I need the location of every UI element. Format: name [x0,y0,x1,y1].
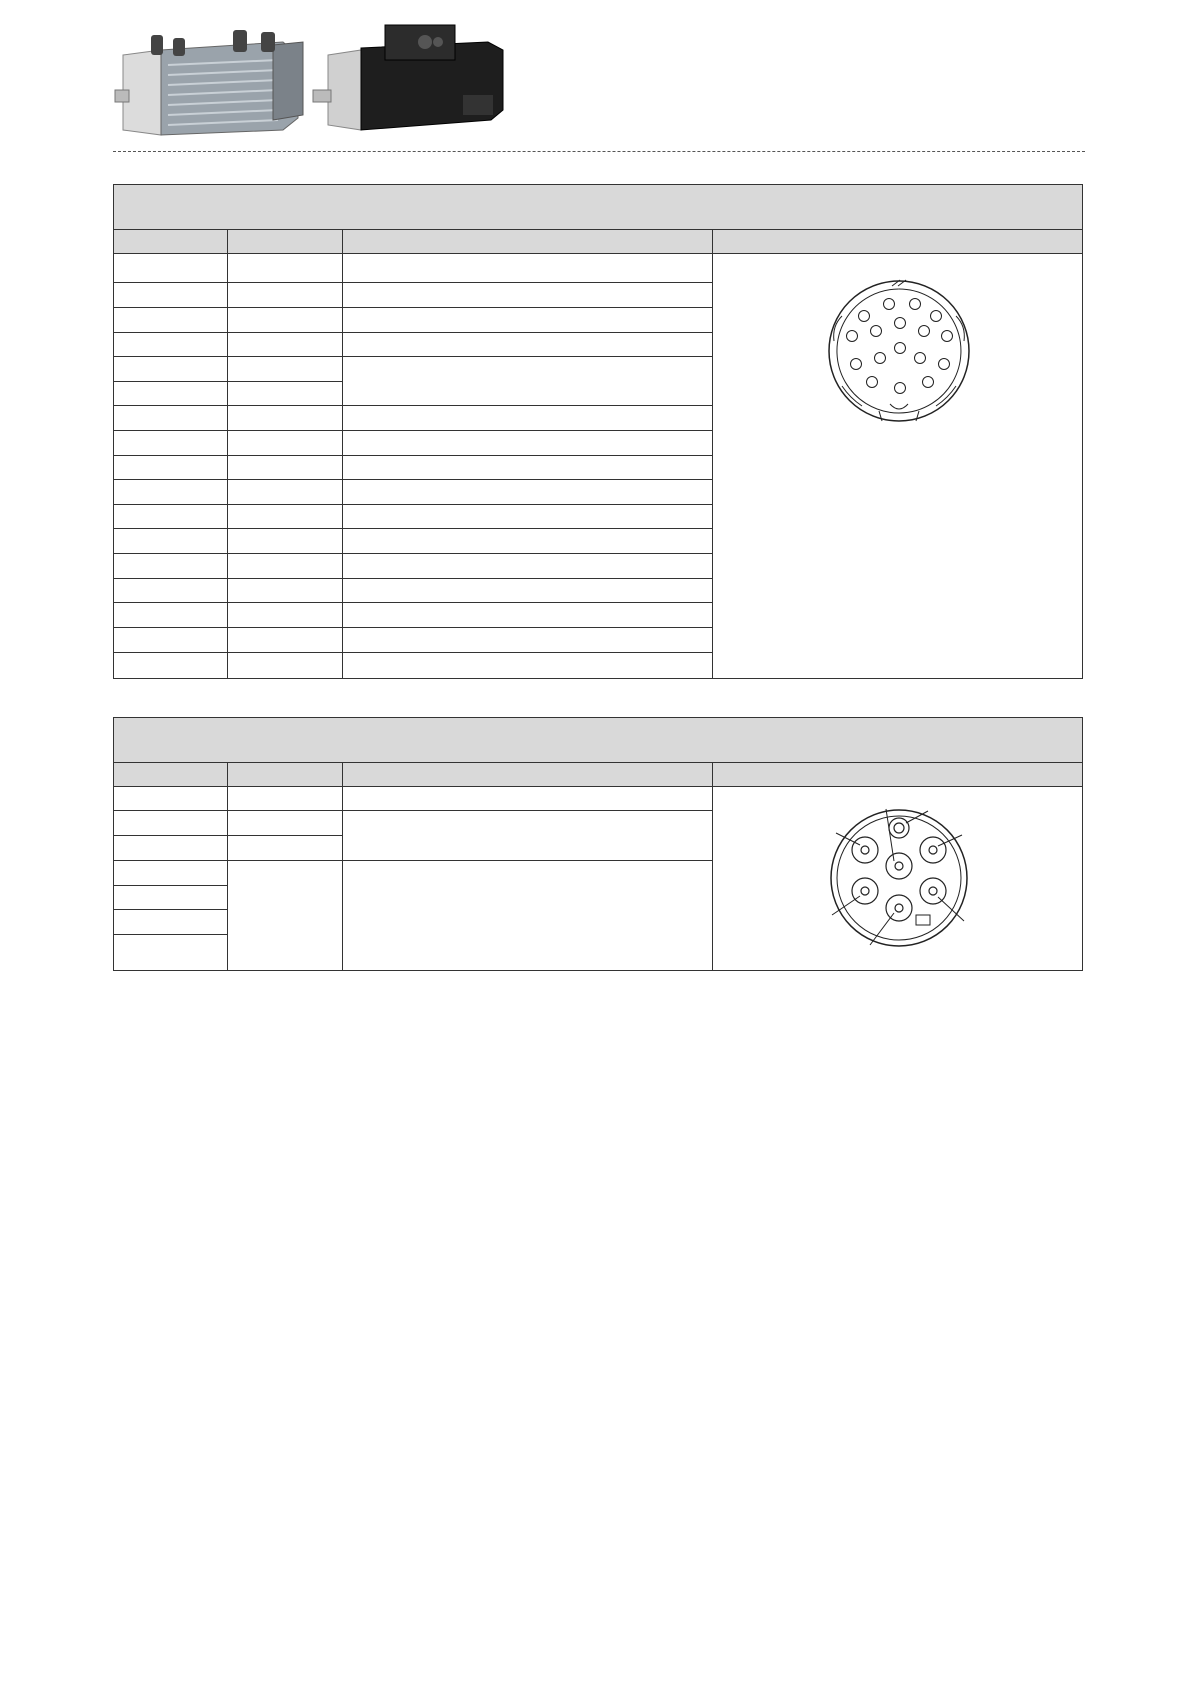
table-row [114,910,228,935]
table-cell [228,653,343,678]
table-row [114,254,228,283]
table-cell [228,554,343,579]
header-photos [113,20,553,145]
table-header-row [114,763,1082,787]
table-row [114,431,228,456]
table-row [114,505,228,529]
table-title [114,718,1082,763]
table-cell [343,406,713,431]
table-cell [343,456,713,480]
table-row [114,406,228,431]
table-row [114,456,228,480]
table-row [114,529,228,554]
table-cell [343,579,713,603]
table-cell [343,431,713,456]
connector-17pin-icon [824,276,974,426]
table-row [114,554,228,579]
table-cell [343,653,713,678]
table-header-row [114,230,1082,254]
table-cell [343,505,713,529]
table-row [114,787,228,811]
table-cell [343,357,713,406]
table-row [114,811,228,836]
table-row [114,935,228,970]
table-cell [343,787,713,811]
table-row [114,653,228,678]
table-cell [343,283,713,308]
table-cell [343,308,713,333]
table-cell [343,254,713,283]
table-cell [228,628,343,653]
table-body [114,787,1082,970]
table-row [114,357,228,382]
table-row [114,603,228,628]
table-row [114,283,228,308]
power-connector-table [113,717,1083,971]
table-cell [228,382,343,406]
table-row [114,628,228,653]
table-cell [343,554,713,579]
table-cell [343,333,713,357]
table-cell [343,861,713,970]
table-title [114,185,1082,230]
table-cell [228,480,343,505]
table-cell [343,811,713,861]
table-row [114,308,228,333]
table-row [114,333,228,357]
table-cell [343,529,713,554]
section-divider [113,151,1085,152]
table-cell [228,431,343,456]
table-row [114,836,228,861]
table-cell [343,628,713,653]
table-cell [228,505,343,529]
connector-power-icon [824,803,974,953]
table-cell [228,283,343,308]
table-cell [343,603,713,628]
table-row [114,861,228,886]
table-cell [228,333,343,357]
table-cell [228,861,343,970]
signal-connector-table [113,184,1083,679]
table-cell [228,579,343,603]
motor-photo-black [313,25,503,130]
table-cell [228,308,343,333]
motor-photo-aluminum [115,30,303,135]
table-cell [228,406,343,431]
table-cell [228,603,343,628]
table-cell [343,480,713,505]
table-cell [228,811,343,836]
table-row [114,886,228,910]
table-cell [228,529,343,554]
table-row [114,579,228,603]
table-cell [228,787,343,811]
table-body [114,254,1082,678]
table-row [114,480,228,505]
table-cell [228,836,343,861]
table-cell [228,357,343,382]
table-cell [228,254,343,283]
table-cell [228,456,343,480]
table-row [114,382,228,406]
